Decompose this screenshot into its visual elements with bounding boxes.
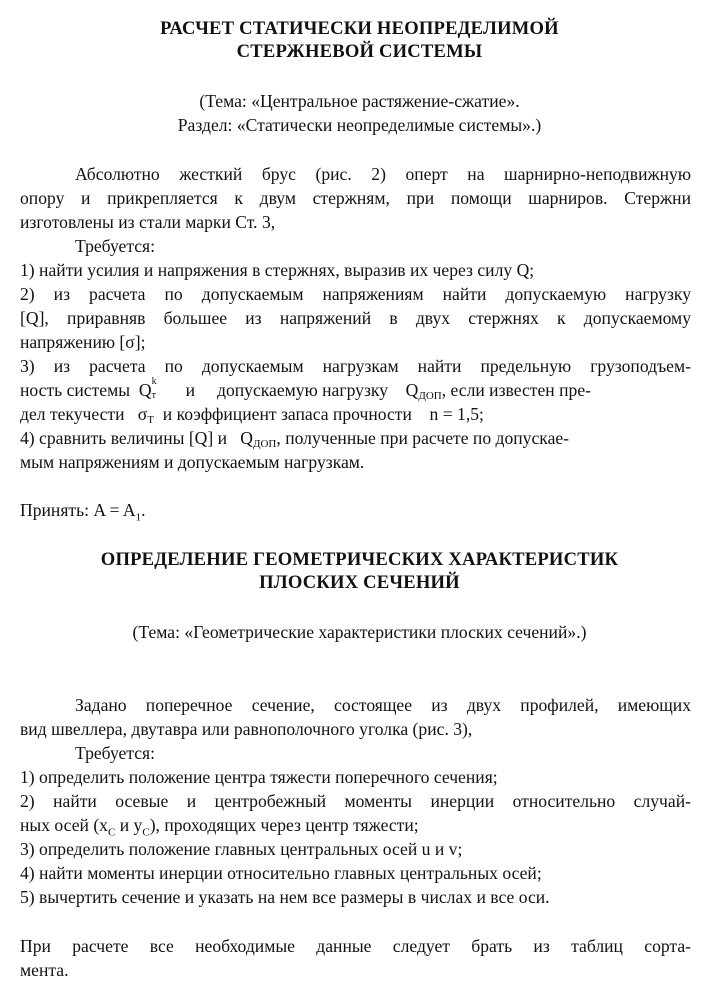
q-limit-scripts <box>151 376 164 401</box>
section2-item4: 4) найти моменты инерции относительно главных центральных осей; <box>20 863 542 883</box>
q-limit-symbol: Q <box>138 380 152 400</box>
accept-sub: 1 <box>135 511 142 524</box>
section2-note-line2: мента. <box>20 960 69 980</box>
section1-intro-line3: изготовлены из стали марки Ст. 3, <box>20 212 276 232</box>
item4-text-b: , полученные при расчете по допускае- <box>276 428 570 448</box>
section2-item2-line2 <box>20 813 419 837</box>
section2-intro-line1: Задано поперечное сечение, состоящее из двух профилей, имеющих <box>75 695 691 715</box>
section2-topic: (Тема: «Геометрические характеристики плоских сечений».) <box>132 622 587 642</box>
section2-item1: 1) определить положение центра тяжести поперечного сечения; <box>20 767 498 787</box>
section2-required: Требуется: <box>75 743 156 763</box>
section2-title-line1: ОПРЕДЕЛЕНИЕ ГЕОМЕТРИЧЕСКИХ ХАРАКТЕРИСТИК <box>100 549 619 570</box>
item4-text-a: 4) сравнить величины [Q] и <box>20 428 228 448</box>
item3-text-f: и коэффициент запаса прочности <box>162 404 412 424</box>
section1-intro-line1: Абсолютно жесткий брус (рис. 2) оперт на шарнирно-неподвижную <box>75 164 691 184</box>
section2-item3: 3) определить положение главных центральных осей u и v; <box>20 839 463 859</box>
item2-text-b: и y <box>115 815 143 835</box>
section1-item2-line1: 2) из расчета по допускаемым напряжениям найти допускаемую нагрузку <box>20 284 691 304</box>
item3-text-b: и <box>185 380 195 400</box>
section2-title-line2: ПЛОСКИХ СЕЧЕНИЙ <box>259 572 460 593</box>
q-limit-sup: k <box>151 376 157 387</box>
section1-item3-line1: 3) из расчета по допускаемым нагрузкам найти предельную грузоподъем- <box>20 356 691 376</box>
sigma-symbol: σ <box>137 404 148 424</box>
item3-text-a: ность системы <box>20 380 131 400</box>
section1-item2-line2: [Q], приравняв большее из напряжений в двух стержнях к допускаемому <box>20 308 691 328</box>
section1-accept <box>20 498 146 522</box>
q-dop-sub: ДОП <box>418 390 442 402</box>
item3-text-e: дел текучести <box>20 404 125 424</box>
q-limit-sub: т <box>151 390 156 401</box>
section1-topic-line1: (Тема: «Центральное растяжение-сжатие». <box>199 91 520 111</box>
section1-required: Требуется: <box>75 236 156 256</box>
section2-item2-line1: 2) найти осевые и центробежный моменты инерции относительно случай- <box>20 791 691 811</box>
yc-sub: C <box>142 826 150 839</box>
section1-topic-line2: Раздел: «Статически неопределимые системы».) <box>177 115 542 135</box>
item4-q-sub: ДОП <box>252 438 277 450</box>
item3-text-d: , если известен пре- <box>441 380 591 400</box>
section1-intro-line2: опору и прикрепляется к двум стержням, при помощи шарниров. Стержни <box>20 188 691 208</box>
accept-period: . <box>141 500 146 520</box>
section1-item4-line2: мым напряжениям и допускаемым нагрузкам. <box>20 452 365 472</box>
item3-text-g: n = 1,5; <box>429 404 484 424</box>
section1-item2-line3: напряжению [σ]; <box>20 332 146 352</box>
section1-item1: 1) найти усилия и напряжения в стержнях, выразив их через силу Q; <box>20 260 535 280</box>
item2-text-a: ных осей (x <box>20 815 108 835</box>
section2-intro-line2: вид швеллера, двутавра или равнополочного уголка (рис. 3), <box>20 719 473 739</box>
item3-text-c: допускаемую нагрузку <box>217 380 388 400</box>
section2-note-line1: При расчете все необходимые данные следует брать из таблиц сорта- <box>20 936 691 956</box>
section1-title-line2: СТЕРЖНЕВОЙ СИСТЕМЫ <box>236 41 483 62</box>
section1-title-line1: РАСЧЕТ СТАТИЧЕСКИ НЕОПРЕДЕЛИМОЙ <box>160 18 559 39</box>
item2-text-c: ), проходящих через центр тяжести; <box>149 815 419 835</box>
accept-text: Принять: A = A <box>20 500 136 520</box>
q-dop-symbol: Q <box>405 380 419 400</box>
section2-item5: 5) вычертить сечение и указать на нем все размеры в числах и все оси. <box>20 887 550 907</box>
item4-q-symbol: Q <box>240 428 253 448</box>
sigma-sub: Т <box>147 414 154 426</box>
xc-sub: C <box>107 826 116 839</box>
